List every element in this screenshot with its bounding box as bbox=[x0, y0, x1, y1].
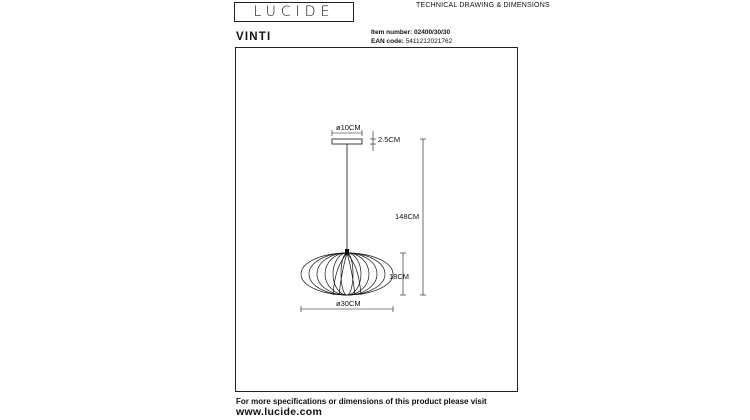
ean-code-value: 5411212021762 bbox=[405, 38, 453, 45]
item-number-value: 02400/30/30 bbox=[413, 29, 451, 36]
canopy-shape bbox=[332, 139, 362, 144]
total-height-label: 148CM bbox=[395, 212, 420, 221]
brand-logo: LUCIDE bbox=[234, 2, 354, 22]
canopy-height-label: 2.5CM bbox=[378, 135, 401, 144]
footer-note: For more specifications or dimensions of this product please visit bbox=[236, 397, 487, 406]
website-link[interactable]: www.lucide.com bbox=[236, 406, 323, 418]
technical-drawing bbox=[235, 47, 518, 392]
canopy-height-dim bbox=[370, 131, 376, 151]
canopy-diameter-label: ø10CM bbox=[336, 123, 361, 132]
shade-shape bbox=[301, 253, 393, 295]
product-info bbox=[371, 28, 452, 46]
shade-height-label: 18CM bbox=[389, 272, 410, 281]
item-number-label: Item number: bbox=[371, 29, 413, 36]
ean-code-label: EAN code: bbox=[371, 38, 404, 45]
product-name: VINTI bbox=[236, 31, 272, 43]
document-type: TECHNICAL DRAWING & DIMENSIONS bbox=[416, 2, 550, 9]
total-height-dim bbox=[420, 139, 426, 295]
shade-diameter-label: ø30CM bbox=[336, 299, 361, 308]
